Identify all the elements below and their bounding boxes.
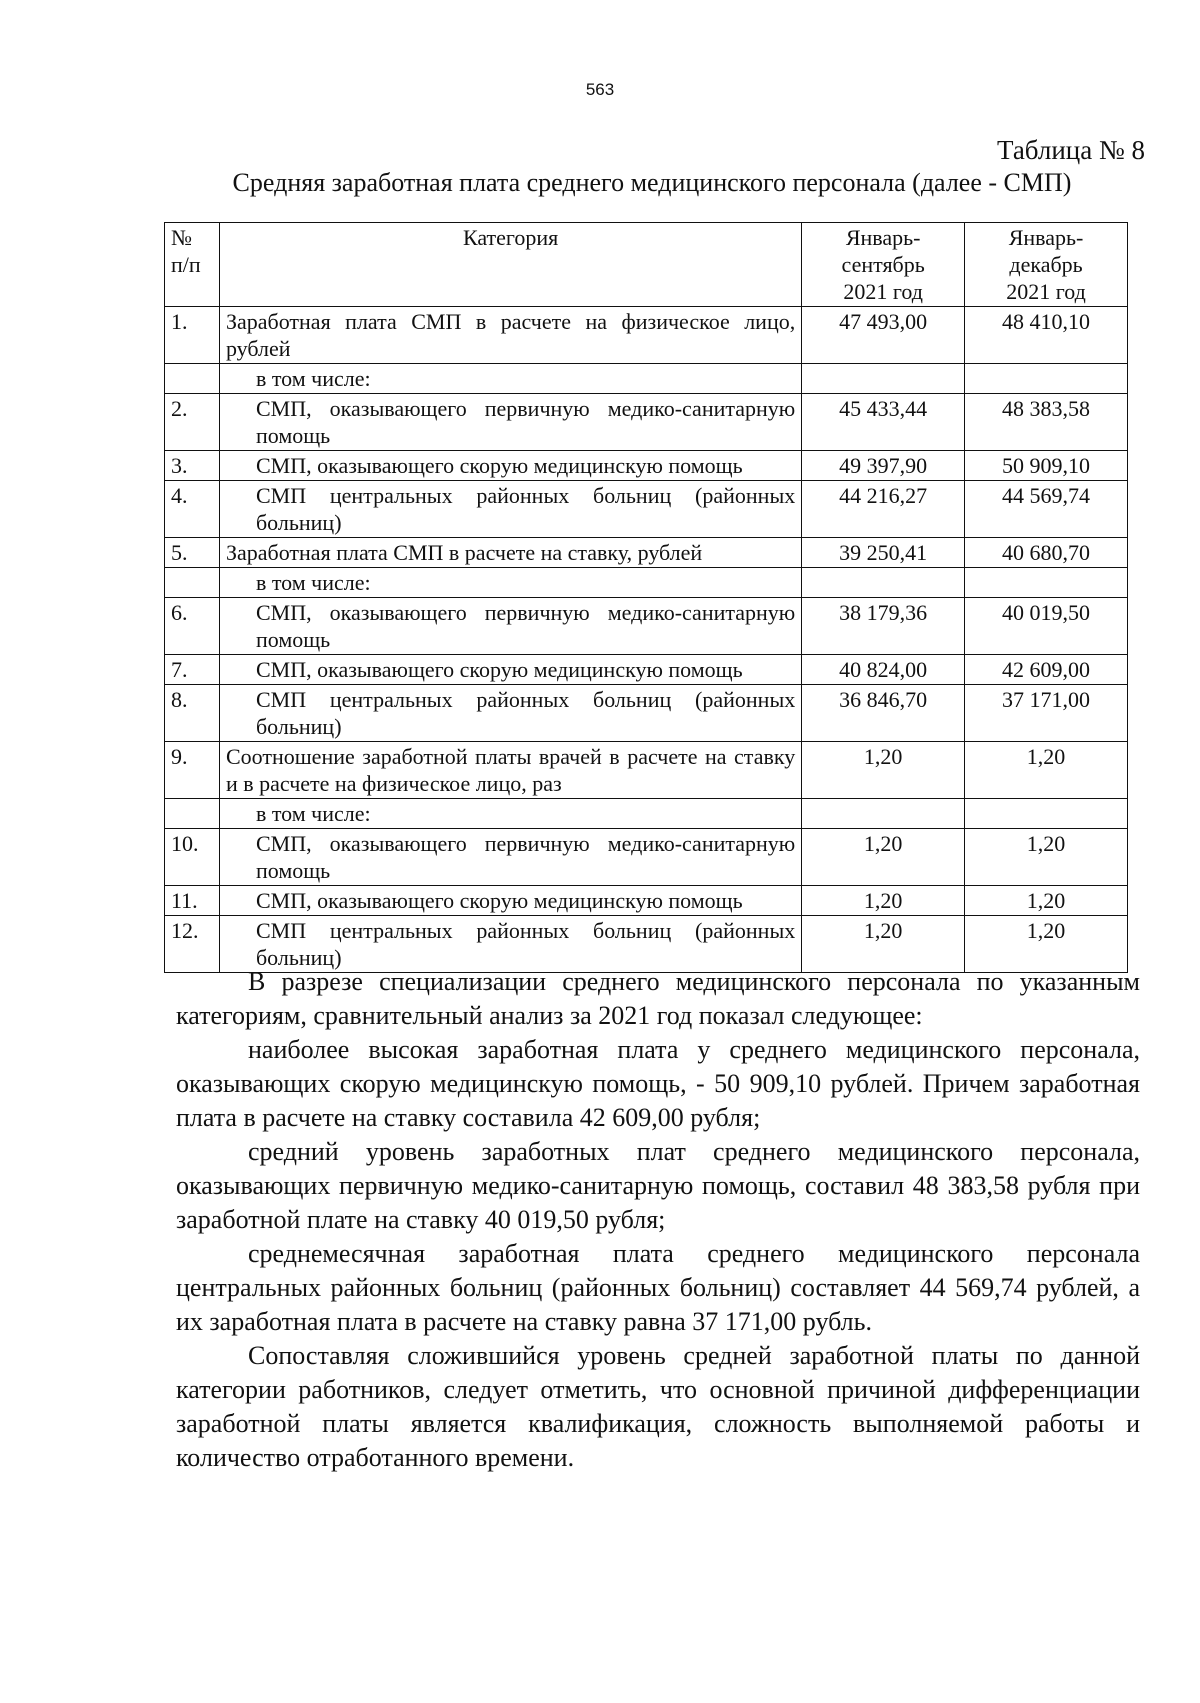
- table-row: [165, 886, 1128, 916]
- header-number-line1: №: [171, 225, 192, 250]
- row-value-jan-sep: [802, 364, 965, 394]
- header-number-line2: п/п: [171, 252, 201, 277]
- row-value-jan-sep: 39 250,41: [802, 538, 965, 568]
- row-value-jan-dec: [965, 799, 1128, 829]
- row-value-jan-dec: 42 609,00: [965, 655, 1128, 685]
- paragraph: Сопоставляя сложившийся уровень средней заработной платы по данной категории работников, следует отметить, что основной причиной дифференциации заработной платы является квалификация, сложность выполняемой работы и количество отработанного времени.: [176, 1341, 1140, 1472]
- table-row: [165, 655, 1128, 685]
- paragraph: наиболее высокая заработная плата у среднего медицинского персонала, оказывающих скорую медицинскую помощь, - 50 909,10 рублей. Причем заработная плата в расчете на ставку составила 42 609,00 рубля;: [176, 1035, 1140, 1132]
- row-number: 10.: [165, 829, 220, 886]
- row-value-jan-dec: 48 410,10: [965, 307, 1128, 364]
- row-number: 8.: [165, 685, 220, 742]
- row-value-jan-sep: 49 397,90: [802, 451, 965, 481]
- row-value-jan-dec: 1,20: [965, 742, 1128, 799]
- table-row: [165, 481, 1128, 538]
- row-value-jan-dec: [965, 568, 1128, 598]
- row-value-jan-dec: 40 680,70: [965, 538, 1128, 568]
- row-number: 7.: [165, 655, 220, 685]
- row-category: СМП, оказывающего первичную медико-санитарную помощь: [219, 394, 801, 451]
- row-number: 3.: [165, 451, 220, 481]
- table-label: Таблица № 8: [997, 135, 1145, 165]
- row-value-jan-dec: 44 569,74: [965, 481, 1128, 538]
- row-value-jan-dec: 37 171,00: [965, 685, 1128, 742]
- row-number: 2.: [165, 394, 220, 451]
- row-value-jan-dec: 40 019,50: [965, 598, 1128, 655]
- header-number: [165, 223, 220, 307]
- row-value-jan-dec: 1,20: [965, 916, 1128, 973]
- row-number: 1.: [165, 307, 220, 364]
- row-category: Заработная плата СМП в расчете на ставку, рублей: [219, 538, 801, 568]
- row-category: СМП, оказывающего скорую медицинскую помощь: [219, 451, 801, 481]
- paragraph: среднемесячная заработная плата среднего медицинского персонала центральных районных больниц (районных больниц) составляет 44 569,74 рублей, а их заработная плата в расчете на ставку равна 37 171,00 рубль.: [176, 1239, 1140, 1336]
- row-value-jan-sep: 45 433,44: [802, 394, 965, 451]
- table-row: [165, 916, 1128, 973]
- table-row: [165, 799, 1128, 829]
- row-value-jan-dec: 1,20: [965, 829, 1128, 886]
- row-category: СМП, оказывающего первичную медико-санитарную помощь: [219, 829, 801, 886]
- row-value-jan-sep: [802, 799, 965, 829]
- table-header-row: [165, 223, 1128, 307]
- row-value-jan-sep: 36 846,70: [802, 685, 965, 742]
- row-category: Заработная плата СМП в расчете на физическое лицо, рублей: [219, 307, 801, 364]
- header-jan-sep-line2: сентябрь: [841, 252, 925, 277]
- row-value-jan-sep: 1,20: [802, 742, 965, 799]
- row-category: СМП, оказывающего скорую медицинскую помощь: [219, 886, 801, 916]
- table-row: [165, 394, 1128, 451]
- paragraph: В разрезе специализации среднего медицинского персонала по указанным категориям, сравнительный анализ за 2021 год показал следующее:: [176, 967, 1140, 1030]
- row-value-jan-sep: 40 824,00: [802, 655, 965, 685]
- header-jan-sep: [802, 223, 965, 307]
- row-category: в том числе:: [219, 364, 801, 394]
- table-row: [165, 685, 1128, 742]
- table-row: [165, 538, 1128, 568]
- row-number: 9.: [165, 742, 220, 799]
- table-row: [165, 829, 1128, 886]
- row-number: 12.: [165, 916, 220, 973]
- row-category: СМП центральных районных больниц (районных больниц): [219, 685, 801, 742]
- row-value-jan-dec: [965, 364, 1128, 394]
- row-category: СМП центральных районных больниц (районных больниц): [219, 916, 801, 973]
- row-value-jan-dec: 48 383,58: [965, 394, 1128, 451]
- header-jan-sep-line1: Январь-: [845, 225, 921, 250]
- table-row: [165, 451, 1128, 481]
- row-value-jan-sep: 1,20: [802, 886, 965, 916]
- body-text: [176, 965, 1140, 1475]
- header-jan-sep-line3: 2021 год: [843, 279, 923, 304]
- row-value-jan-sep: 44 216,27: [802, 481, 965, 538]
- page-number: 563: [585, 80, 615, 99]
- row-category: в том числе:: [219, 799, 801, 829]
- row-value-jan-sep: 38 179,36: [802, 598, 965, 655]
- header-jan-dec-line3: 2021 год: [1006, 279, 1086, 304]
- table-row: [165, 598, 1128, 655]
- header-jan-dec-line1: Январь-: [1008, 225, 1084, 250]
- row-value-jan-sep: 47 493,00: [802, 307, 965, 364]
- row-value-jan-dec: 1,20: [965, 886, 1128, 916]
- paragraph: средний уровень заработных плат среднего медицинского персонала, оказывающих первичную медико-санитарную помощь, составил 48 383,58 рубля при заработной плате на ставку 40 019,50 рубля;: [176, 1137, 1140, 1234]
- row-number: 11.: [165, 886, 220, 916]
- row-number: 4.: [165, 481, 220, 538]
- row-value-jan-sep: [802, 568, 965, 598]
- header-jan-dec: [965, 223, 1128, 307]
- row-number: [165, 799, 220, 829]
- header-category: Категория: [219, 223, 801, 307]
- header-jan-dec-line2: декабрь: [1009, 252, 1083, 277]
- table-row: [165, 568, 1128, 598]
- row-number: [165, 568, 220, 598]
- table-title: Средняя заработная плата среднего медицинского персонала (далее - СМП): [232, 168, 1072, 197]
- row-category: в том числе:: [219, 568, 801, 598]
- row-value-jan-sep: 1,20: [802, 916, 965, 973]
- row-number: 6.: [165, 598, 220, 655]
- row-category: СМП, оказывающего скорую медицинскую помощь: [219, 655, 801, 685]
- row-category: СМП центральных районных больниц (районных больниц): [219, 481, 801, 538]
- salary-table: [164, 222, 1128, 973]
- table-row: [165, 742, 1128, 799]
- row-value-jan-sep: 1,20: [802, 829, 965, 886]
- row-number: 5.: [165, 538, 220, 568]
- table-row: [165, 307, 1128, 364]
- row-number: [165, 364, 220, 394]
- row-category: СМП, оказывающего первичную медико-санитарную помощь: [219, 598, 801, 655]
- table-row: [165, 364, 1128, 394]
- row-value-jan-dec: 50 909,10: [965, 451, 1128, 481]
- row-category: Соотношение заработной платы врачей в расчете на ставку и в расчете на физическое лицо, раз: [219, 742, 801, 799]
